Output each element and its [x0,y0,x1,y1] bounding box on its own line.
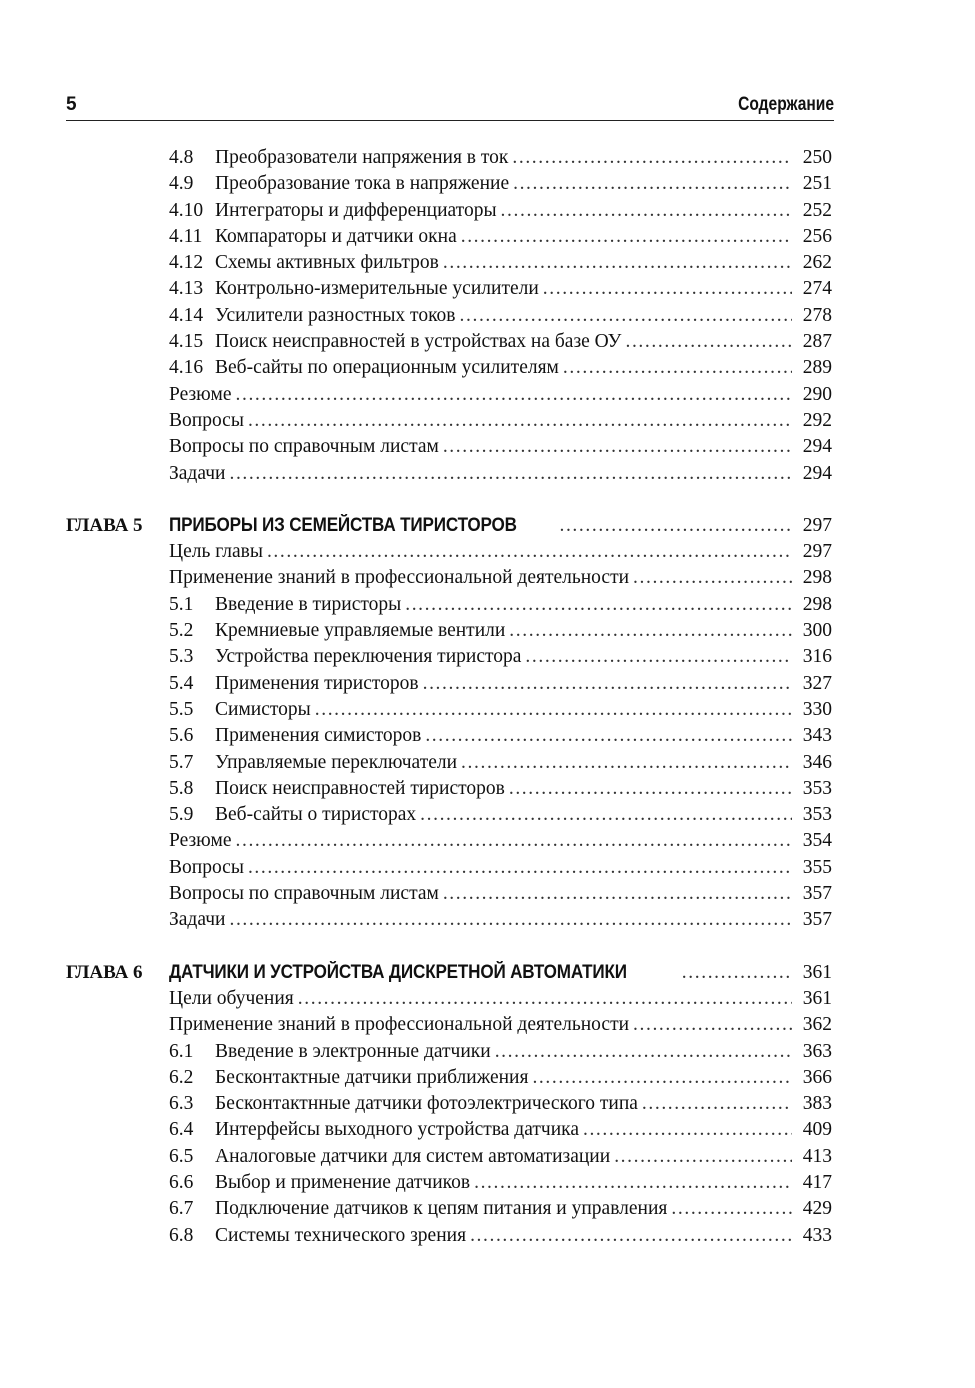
toc-entry[interactable] [66,802,832,828]
entry-page: 366 [802,1066,832,1088]
entry-title: Введение в электронные датчики [215,1040,491,1062]
dot-leader [248,855,792,881]
dot-leader [633,1012,792,1038]
dot-leader [248,408,792,434]
dot-leader [543,276,792,302]
toc-block-chapter6 [66,986,832,1249]
dot-leader [563,355,792,381]
dot-leader [236,382,793,408]
entry-page: 252 [802,199,832,221]
section-number: 4.15 [169,331,204,353]
dot-leader [461,750,792,776]
toc-entry[interactable] [66,1065,832,1091]
dot-leader [420,802,792,828]
chapter-label: ГЛАВА 5 [66,514,143,536]
section-number: 6.3 [169,1093,194,1115]
dot-leader [423,671,792,697]
toc-entry[interactable] [66,145,832,171]
toc-entry[interactable] [66,671,832,697]
entry-title: Аналоговые датчики для систем автоматизации [215,1145,611,1167]
entry-title: Вопросы по справочным листам [169,436,439,458]
dot-leader [633,565,792,591]
dot-leader [671,1196,792,1222]
entry-title: Выбор и применение датчиков [215,1171,471,1193]
entry-title: Компараторы и датчики окна [215,225,457,247]
entry-page: 346 [802,751,832,773]
entry-title: Управляемые переключатели [215,751,458,773]
entry-page: 354 [802,830,832,852]
entry-title: Интерфейсы выходного устройства датчика [215,1119,579,1141]
dot-leader [509,618,792,644]
dot-leader [267,539,792,565]
section-number: 6.4 [169,1119,194,1141]
dot-leader [614,1144,792,1170]
entry-title: Подключение датчиков к цепям питания и управления [215,1198,668,1220]
dot-leader [315,697,792,723]
entry-title: Усилители разностных токов [215,304,456,326]
entry-title: Цель главы [169,541,263,563]
entry-title: Применение знаний в профессиональной деятельности [169,1014,630,1036]
toc-entry[interactable] [66,408,832,434]
dot-leader [443,881,792,907]
entry-title: Резюме [169,830,232,852]
dot-leader [642,1091,792,1117]
table-of-contents [66,145,832,1249]
toc-entry[interactable] [66,1091,832,1117]
entry-page: 287 [802,331,832,353]
toc-entry[interactable] [66,881,832,907]
chapter-title: ДАТЧИКИ И УСТРОЙСТВА ДИСКРЕТНОЙ АВТОМАТИКИ [169,961,627,983]
section-number: 4.14 [169,304,204,326]
chapter-title: ПРИБОРЫ ИЗ СЕМЕЙСТВА ТИРИСТОРОВ [169,514,517,536]
entry-page: 429 [802,1198,832,1220]
entry-page: 297 [802,541,832,563]
entry-page: 256 [802,225,832,247]
section-number: 4.13 [169,278,204,300]
entry-page: 417 [802,1171,832,1193]
entry-title: Веб-сайты о тиристорах [215,804,417,826]
entry-page: 251 [802,173,832,195]
entry-title: Введение в тиристоры [215,593,402,615]
section-number: 4.9 [169,173,194,195]
dot-leader [425,723,792,749]
toc-block-chapter4-continued [66,145,832,487]
entry-page: 353 [802,777,832,799]
toc-entry[interactable] [66,828,832,854]
entry-title: Применения тиристоров [215,672,419,694]
toc-entry[interactable] [66,986,832,1012]
dot-leader [583,1117,792,1143]
toc-entry[interactable] [66,1223,832,1249]
section-number: 6.2 [169,1066,194,1088]
toc-entry[interactable] [66,907,832,933]
entry-page: 413 [802,1145,832,1167]
section-number: 6.5 [169,1145,194,1167]
page-header [66,86,834,121]
dot-leader [460,303,792,329]
section-number: 5.1 [169,593,194,615]
entry-title: Задачи [169,462,226,484]
entry-title: Интеграторы и дифференциаторы [215,199,497,221]
toc-entry[interactable] [66,250,832,276]
entry-page: 289 [802,357,832,379]
section-number: 5.8 [169,777,194,799]
dot-leader [532,1065,792,1091]
chapter-6-heading[interactable] [66,960,832,986]
entry-title: Применение знаний в профессиональной деятельности [169,567,630,589]
entry-title: Системы технического зрения [215,1224,467,1246]
entry-page: 250 [802,147,832,168]
dot-leader [461,224,792,250]
toc-entry[interactable] [66,276,832,302]
toc-entry[interactable] [66,224,832,250]
dot-leader [512,145,792,171]
entry-title: Поиск неисправностей тиристоров [215,777,505,799]
section-number: 6.1 [169,1040,194,1062]
toc-entry[interactable] [66,565,832,591]
entry-page: 383 [802,1093,832,1115]
entry-title: Вопросы по справочным листам [169,883,439,905]
entry-page: 330 [802,698,832,720]
dot-leader [229,907,792,933]
entry-title: Вопросы [169,856,244,878]
toc-entry[interactable] [66,1117,832,1143]
toc-entry[interactable] [66,382,832,408]
entry-title: Преобразователи напряжения в ток [215,147,509,168]
dot-leader [405,592,792,618]
dot-leader [443,250,792,276]
section-number: 4.16 [169,357,204,379]
entry-title: Применения симисторов [215,725,422,747]
entry-title: Поиск неисправностей в устройствах на базе ОУ [215,331,622,353]
section-number: 5.3 [169,646,194,668]
entry-page: 290 [802,383,832,405]
entry-page: 363 [802,1040,832,1062]
entry-title: Бесконтактные датчики приближения [215,1066,529,1088]
entry-page: 355 [802,856,832,878]
section-number: 6.6 [169,1171,194,1193]
dot-leader [509,776,792,802]
dot-leader [525,644,792,670]
entry-page: 316 [802,646,832,668]
entry-page: 298 [802,567,832,589]
entry-title: Вопросы [169,409,244,431]
entry-page: 409 [802,1119,832,1141]
entry-title: Цели обучения [169,987,294,1009]
entry-title: Симисторы [215,698,311,720]
entry-page: 357 [802,909,832,931]
dot-leader [474,1170,792,1196]
entry-page: 343 [802,725,832,747]
entry-title: Бесконтактнные датчики фотоэлектрического типа [215,1093,638,1115]
page-number: 5 [66,94,77,115]
entry-page: 327 [802,672,832,694]
chapter-page: 361 [802,961,832,983]
entry-page: 433 [802,1224,832,1246]
dot-leader [513,171,792,197]
toc-entry[interactable] [66,303,832,329]
toc-entry[interactable] [66,697,832,723]
toc-entry[interactable] [66,434,832,460]
dot-leader [229,461,792,487]
toc-entry[interactable] [66,723,832,749]
entry-page: 361 [802,987,832,1009]
entry-page: 292 [802,409,832,431]
toc-entry[interactable] [66,644,832,670]
section-number: 4.10 [169,199,204,221]
entry-page: 353 [802,804,832,826]
section-number: 5.4 [169,672,194,694]
entry-title: Веб-сайты по операционным усилителям [215,357,559,379]
toc-entry[interactable] [66,1039,832,1065]
dot-leader [495,1039,792,1065]
entry-page: 300 [802,620,832,642]
entry-page: 362 [802,1014,832,1036]
chapter-label: ГЛАВА 6 [66,961,143,983]
running-title: Содержание [738,94,834,115]
entry-title: Схемы активных фильтров [215,252,439,274]
dot-leader [298,986,792,1012]
dot-leader [470,1223,792,1249]
entry-title: Устройства переключения тиристора [215,646,522,668]
entry-title: Резюме [169,383,232,405]
toc-entry[interactable] [66,329,832,355]
section-number: 5.6 [169,725,194,747]
toc-entry[interactable] [66,355,832,381]
dot-leader [625,329,792,355]
entry-page: 278 [802,304,832,326]
dot-leader [443,434,792,460]
section-number: 5.2 [169,620,194,642]
toc-entry[interactable] [66,198,832,224]
section-number: 5.7 [169,751,194,773]
entry-page: 262 [802,252,832,274]
entry-page: 298 [802,593,832,615]
toc-entry[interactable] [66,1144,832,1170]
toc-entry[interactable] [66,539,832,565]
dot-leader [559,513,792,539]
chapter-5-heading[interactable] [66,513,832,539]
entry-title: Кремниевые управляемые вентили [215,620,506,642]
toc-entry[interactable] [66,592,832,618]
chapter-page: 297 [802,514,832,536]
section-number: 5.9 [169,804,194,826]
toc-entry[interactable] [66,1196,832,1222]
toc-entry[interactable] [66,171,832,197]
toc-entry[interactable] [66,1012,832,1038]
toc-entry[interactable] [66,461,832,487]
dot-leader [236,828,793,854]
section-number: 6.7 [169,1198,194,1220]
toc-entry[interactable] [66,618,832,644]
entry-title: Контрольно-измерительные усилители [215,278,539,300]
toc-entry[interactable] [66,750,832,776]
entry-page: 274 [802,278,832,300]
section-number: 6.8 [169,1224,194,1246]
toc-block-chapter5 [66,539,832,933]
entry-title: Преобразование тока в напряжение [215,173,510,195]
section-number: 5.5 [169,698,194,720]
entry-page: 294 [802,462,832,484]
section-number: 4.11 [169,225,203,247]
toc-entry[interactable] [66,1170,832,1196]
entry-page: 357 [802,883,832,905]
entry-page: 294 [802,436,832,458]
toc-entry[interactable] [66,776,832,802]
section-number: 4.8 [169,147,194,168]
dot-leader [501,198,792,224]
entry-title: Задачи [169,909,226,931]
section-number: 4.12 [169,252,204,274]
toc-entry[interactable] [66,855,832,881]
dot-leader [682,960,792,986]
